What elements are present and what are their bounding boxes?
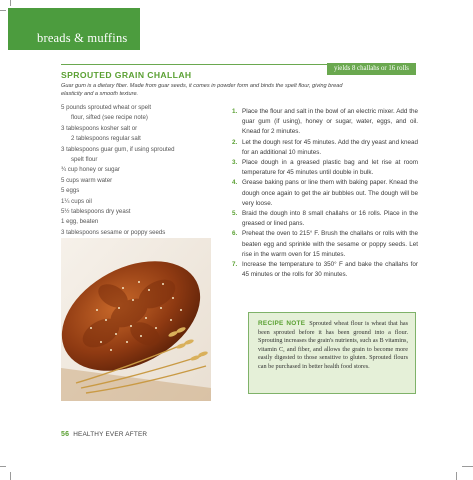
step-text: Braid the dough into 8 small challahs or 16 rolls. Place in the greased or lined pans.: [242, 210, 418, 228]
instruction-step: [232, 138, 418, 158]
ingredient-line: flour, sifted (see recipe note): [71, 114, 148, 122]
recipe-note-label: RECIPE NOTE: [258, 320, 306, 327]
section-title: breads & muffins: [37, 31, 128, 45]
ingredient-line: 5 eggs: [61, 187, 80, 195]
step-number: 1.: [232, 108, 238, 115]
step-text: Place the flour and salt in the bowl of an electric mixer. Add the guar gum (if using), honey or sugar, water, eggs, and oil. Knead for 2 minutes.: [242, 108, 418, 136]
yield-badge: yields 8 challahs or 16 rolls: [327, 63, 416, 75]
ingredient-line: 3 tablespoons sesame or poppy seeds: [61, 228, 166, 236]
instruction-step: [232, 178, 418, 209]
crop-mark: [10, 472, 11, 480]
crop-mark: [456, 472, 457, 480]
step-number: 3.: [232, 159, 238, 167]
recipe-note: [258, 320, 408, 372]
ingredient-line: ¾ cup honey or sugar: [61, 166, 120, 174]
crop-mark: [0, 466, 6, 467]
step-text: Preheat the oven to 215° F. Brush the challahs or rolls with the beaten egg and sprinkle with the sesame or poppy seeds. Let rise in the warm oven for 15 minutes.: [242, 230, 418, 258]
step-text: Increase the temperature to 350° F and bake the challahs for 45 minutes or the rolls for 30 minutes.: [242, 261, 418, 279]
recipe-title: SPROUTED GRAIN CHALLAH: [61, 70, 192, 80]
crop-mark: [10, 0, 11, 6]
recipe-note-text: Sprouted wheat flour is wheat that has been sprouted before it has been ground into a flour. Sprouting increases the grain's nutrients, such as B vitamins, vitamin C, and fiber, and allows the grain to become more easily digested to those sensitive to gluten. Sprouted flours can be purchased in better health food stores.: [258, 320, 409, 370]
ingredient-line: 3 tablespoons kosher salt or: [61, 124, 138, 132]
recipe-note-box: [248, 312, 416, 394]
step-text: Let the dough rest for 45 minutes. Add the dry yeast and knead for an additional 10 minutes.: [242, 138, 418, 156]
page-footer: [61, 431, 147, 438]
step-number: 6.: [232, 230, 238, 238]
ingredient-line: 5½ tablespoons dry yeast: [61, 208, 131, 216]
instruction-step: [232, 209, 418, 229]
recipe-intro: Guar gum is a dietary fiber. Made from guar seeds, it comes in powder form and binds the spelt flour, giving bread elasticity and a smooth texture.: [61, 83, 343, 97]
ingredient-line: 1¼ cups oil: [61, 197, 92, 205]
instruction-step: [232, 158, 418, 178]
section-banner: [8, 8, 140, 50]
challah-photo: [61, 238, 211, 401]
instruction-list: [232, 107, 418, 280]
page-number: 56: [61, 431, 70, 438]
book-title: HEALTHY EVER AFTER: [73, 431, 148, 438]
challah-bread-illustration: [61, 238, 211, 401]
ingredient-list: [61, 103, 221, 238]
instruction-step: [232, 107, 418, 138]
ingredient-line: spelt flour: [71, 156, 98, 164]
step-number: 5.: [232, 210, 238, 218]
instruction-step: [232, 260, 418, 280]
crop-mark: [462, 466, 473, 467]
instruction-step: [232, 229, 418, 260]
step-number: 7.: [232, 261, 238, 269]
step-number: 2.: [232, 138, 238, 146]
crop-mark: [0, 10, 6, 11]
step-text: Grease baking pans or line them with baking paper. Knead the dough once again to get the air bubbles out. The dough will be very loose.: [242, 179, 418, 207]
ingredient-line: 3 tablespoons guar gum, if using sprouted: [61, 145, 175, 153]
ingredient-line: 5 pounds sprouted wheat or spelt: [61, 104, 152, 111]
step-text: Place dough in a greased plastic bag and let rise at room temperature for 45 minutes until double in bulk.: [242, 159, 418, 177]
ingredient-line: 2 tablespoons regular salt: [71, 135, 141, 143]
ingredient-line: 5 cups warm water: [61, 176, 113, 184]
ingredient-line: 1 egg, beaten: [61, 218, 99, 226]
step-number: 4.: [232, 179, 238, 187]
